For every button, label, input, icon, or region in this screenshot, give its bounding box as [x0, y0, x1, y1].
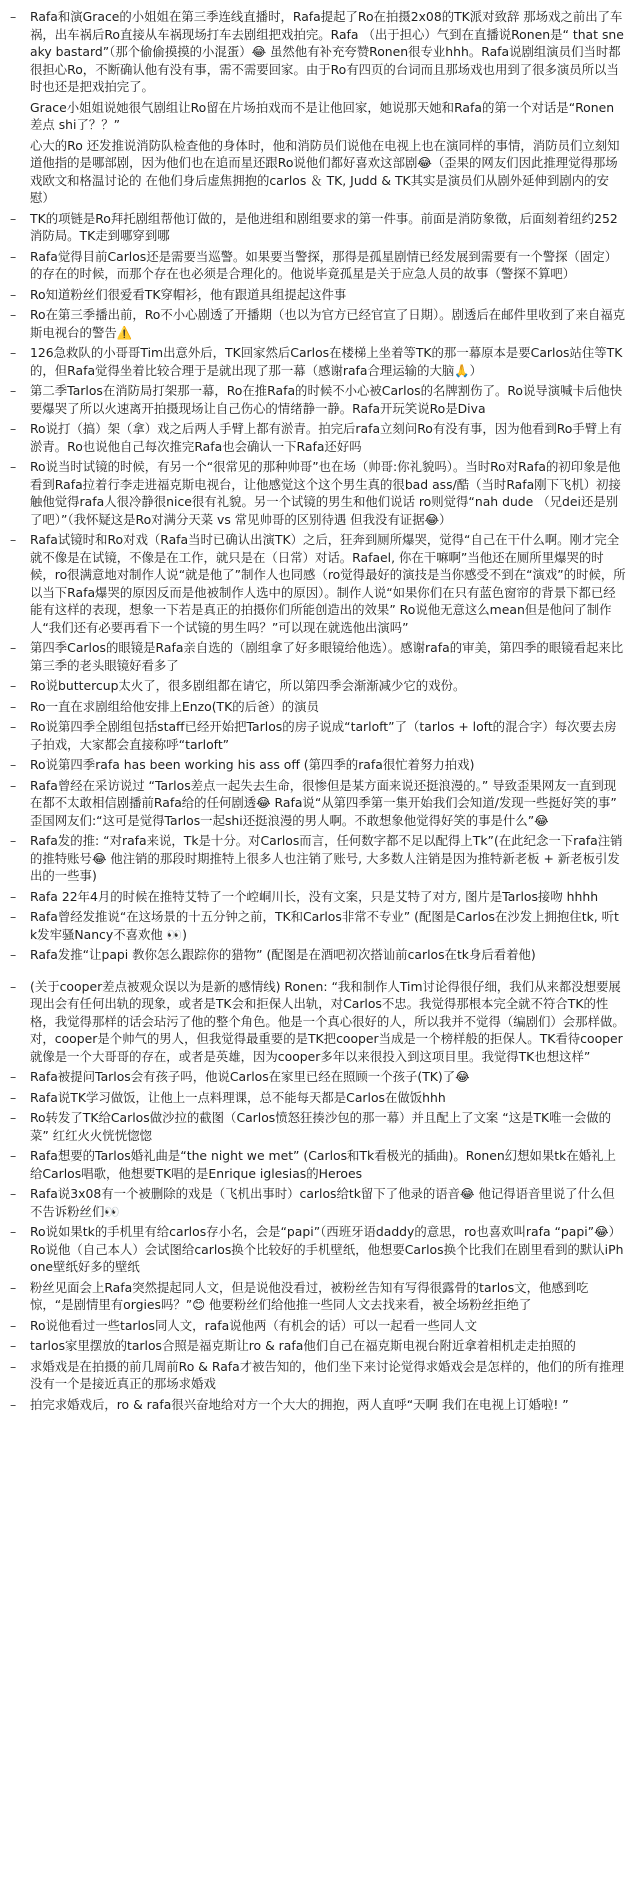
note-item: – Rafa想要的Tarlos婚礼曲是“the night we met” (Carlos和Tk看极光的插曲)。Ronen幻想如果tk在婚礼上给Carlos唱歌，他想要TK唱的是Enrique iglesias的Heroes — [8, 1147, 626, 1182]
note-item: – Ro说打（搞）架（拿）戏之后两人手臂上都有淤青。拍完后rafa立刻问Ro有没有事，因为他看到Ro手臂上有淤青。Ro也说他自己每次推完Rafa也会确认一下Rafa还好吗 — [8, 420, 626, 455]
note-item: – 第二季Tarlos在消防局打架那一幕，Ro在推Rafa的时候不小心被Carlos的名牌割伤了。Ro说导演喊卡后他快要爆哭了所以火速离开拍摄现场让自己伤心的情绪静一静。Rafa开玩笑说Ro是Diva — [8, 382, 626, 417]
note-item: – Ro在第三季播出前，Ro不小心剧透了开播期（也以为官方已经官宣了日期）。剧透后在邮件里收到了来自福克斯电视台的警告⚠️ — [8, 306, 626, 341]
note-item: – Rafa觉得目前Carlos还是需要当巡警。如果要当警探，那得是孤星剧情已经发展到需要有一个警探（固定）的存在的时候，而那个存在也必须是合理化的。他说毕竟孤星是关于应急人员的故事（警探不算吧） — [8, 248, 626, 283]
note-item: – tarlos家里摆放的tarlos合照是福克斯让ro & rafa他们自己在福克斯电视台附近拿着相机走走拍照的 — [8, 1337, 626, 1355]
note-item: – 第四季Carlos的眼镜是Rafa亲自选的（剧组拿了好多眼镜给他选）。感谢rafa的审美，第四季的眼镜看起来比第三季的老头眼镜好看多了 — [8, 639, 626, 674]
note-item: – Rafa被提问Tarlos会有孩子吗，他说Carlos在家里已经在照顾一个孩子(TK)了😂 — [8, 1068, 626, 1086]
notes-list — [8, 8, 626, 1413]
note-item: – Rafa发的推: “对rafa来说，Tk是十分。对Carlos而言，任何数字都不足以配得上Tk”(在此纪念一下rafa注销的推特账号😂 他注销的那段时期推特上很多人也注销了账号, 大多数人注销是因为推特新老板 + 新老板引发出的一些事) — [8, 832, 626, 885]
note-continuation: 心大的Ro 还发推说消防队检查他的身体时，他和消防员们说他在电视上也在演同样的事情，消防员们立刻知道他指的是哪部剧，因为他们也在追而星还跟Ro说他们都好喜欢这部剧😂（歪果的网友们因此推理觉得那场戏欧文和格温讨论的 在他们身后虚焦拥抱的carlos ＆ TK, Judd & TK其实是演员们从剧外延伸到剧内的安慰） — [30, 137, 620, 205]
note-item: – Ro说第四季rafa has been working his ass off (第四季的rafa很忙着努力拍戏) — [8, 756, 626, 774]
note-item: – Rafa试镜时和Ro对戏（Rafa当时已确认出演TK）之后，狂奔到厕所爆哭，觉得“自己在干什么啊。刚才完全就不像是在试镜，不像是在工作，就只是在（日常）对话。Rafael, 你在干嘛啊”当他还在厕所里爆哭的时候，ro很满意地对制作人说“就是他了”制作人也同感（ro觉得最好的演技是当你感受不到在“演戏”的时候，所以当下Rafa爆哭的原因反而是他被制作人选中的原因）。制作人说“如果你们在只有蓝色窗帘的背景下都已经能有这样的表现，想象一下若是真正的拍摄你们所能创造出的效果” Ro说他无意这么mean但是他问了制作人“我们还有必要再看下一个试镜的男生吗？”可以现在就选他出演吗” — [8, 531, 626, 636]
note-item: – Ro转发了TK给Carlos做沙拉的截图（Carlos愤怒狂揍沙包的那一幕）并且配上了文案 “这是TK唯一会做的菜” 红红火火恍恍惚惚 — [8, 1109, 626, 1144]
note-item: – Rafa 22年4月的时候在推特艾特了一个崆峒川长，没有文案，只是艾特了对方, 图片是Tarlos接吻 hhhh — [8, 888, 626, 906]
note-item: – Ro说如果tk的手机里有给carlos存小名，会是“papi”（西班牙语daddy的意思，ro也喜欢叫rafa “papi”😂）Ro说他（自己本人）会试图给carlos换个比较好的手机壁纸，他想要Carlos换个比我们在剧里看到的默认iPhone壁纸好多的壁纸 — [8, 1223, 626, 1276]
note-continuation: Grace小姐姐说她很气剧组让Ro留在片场拍戏而不是让他回家，她说那天她和Rafa的第一个对话是“Ronen差点 shi了？？” — [30, 99, 615, 132]
note-item: – Ro说当时试镜的时候，有另一个“很常见的那种帅哥”也在场（帅哥:你礼貌吗）。当时Ro对Rafa的初印象是他看到Rafa拉着行李走进福克斯电视台，让他感觉这个这个男生真的很bad ass/酷（当时Rafa刚下飞机）初接触他觉得rafa人很冷静很nice很有礼貌。另一个试镜的男生和他们说话 ro则觉得“nah dude （兄dei还是别了吧）”（我怀疑这是Ro对满分天菜 vs 常见帅哥的区别待遇 但我没有证据😂） — [8, 458, 626, 528]
note-item: – Rafa曾经发推说“在这场景的十五分钟之前，TK和Carlos非常不专业” (配图是Carlos在沙发上拥抱住tk, 听tk发牢骚Nancy不喜欢他 👀) — [8, 908, 626, 943]
note-item: – Rafa和演Grace的小姐姐在第三季连线直播时，Rafa提起了Ro在拍摄2x08的TK派对致辞 那场戏之前出了车祸，出车祸后Ro直接从车祸现场打车去剧组把戏拍完。Rafa （出于担心）气到在直播说Ronen是“ that sneaky bastard”（那个偷偷摸摸的小混蛋）😂 虽然他有补充夸赞Ronen很专业hhh。Rafa说剧组演员们当时都很担心Ro，不断确认他有没有事，需不需要回家。由于Ro有四页的台词而且那场戏也用到了很多演员所以当时也还是把戏拍完了。 — [8, 8, 626, 96]
note-item: – Ro说第四季全剧组包括staff已经开始把Tarlos的房子说成“tarloft”了（tarlos + loft的混合字）每次要去房子拍戏，大家都会直接称呼“tarloft” — [8, 718, 626, 753]
note-item: – Ro说他看过一些tarlos同人文，rafa说他两（有机会的话）可以一起看一些同人文 — [8, 1317, 626, 1335]
note-item: – TK的项链是Ro拜托剧组帮他订做的，是他进组和剧组要求的第一件事。前面是消防象徵，后面刻着纽约252消防局。TK走到哪穿到哪 — [8, 210, 626, 245]
note-item: – Ro说buttercup太火了，很多剧组都在请它，所以第四季会渐渐减少它的戏份。 — [8, 677, 626, 695]
note-item: – 拍完求婚戏后，ro & rafa很兴奋地给对方一个大大的拥抱，两人直呼“天啊 我们在电视上订婚啦! ” — [8, 1396, 626, 1414]
note-item: – Rafa说3x08有一个被删除的戏是（飞机出事时）carlos给tk留下了他录的语音😂 他记得语音里说了什么但不告诉粉丝们👀 — [8, 1185, 626, 1220]
note-item: – 126急救队的小哥哥Tim出意外后，TK回家然后Carlos在楼梯上坐着等TK的那一幕原本是要Carlos站住等TK的，但Rafa觉得坐着比较合理于是就出现了那一幕（感谢rafa合理运输的大脑🙏） — [8, 344, 626, 379]
note-item: – Ro一直在求剧组给他安排上Enzo(TK的后爸）的演员 — [8, 698, 626, 716]
note-item: – Rafa发推“让papi 教你怎么跟踪你的猎物” (配图是在酒吧初次搭讪前carlos在tk身后看着他) — [8, 946, 626, 964]
note-item: – Rafa曾经在采访说过 “Tarlos差点一起失去生命，很惨但是某方面来说还挺浪漫的。” 导致歪果网友一直到现在都不太敢相信剧播前Rafa给的任何剧透😂 Rafa说“从第四季第一集开始我们会知道/发现一些挺好笑的事” 歪国网友们:“这可是觉得Tarlos一起shi还挺浪漫的男人啊。不敢想象他觉得好笑的事是什么”😂 — [8, 777, 626, 830]
note-item: – 求婚戏是在拍摄的前几周前Ro & Rafa才被告知的，他们坐下来讨论觉得求婚戏会是怎样的，他们的所有推理没有一个是接近真正的那场求婚戏 — [8, 1358, 626, 1393]
note-item: – Ro知道粉丝们很爱看TK穿帽衫，他有跟道具组提起这件事 — [8, 286, 626, 304]
note-item: – (关于cooper差点被观众误以为是新的感情线) Ronen: “我和制作人Tim讨论得很仔细，我们从来都没想要展现出会有任何出轨的现象，或者是TK会和拒保人出轨，对Carlos不忠。我觉得那根本完全就不符合TK的性格，我觉得那样的话会玷污了他的整个角色。他是一个真心很好的人，所以我并不觉得（编剧们）会那样做。对，cooper是个帅气的男人，但我觉得最重要的是TK把cooper当成是一个榜样般的拒保人。TK看待cooper就像是一个大哥哥的存在，或者是英雄，因为cooper多年以来很投入到这项目里。我觉得TK也想这样” — [8, 978, 626, 1066]
note-item: – 粉丝见面会上Rafa突然提起同人文，但是说他没看过，被粉丝告知有写得很露骨的tarlos文，他感到吃惊，“是剧情里有orgies吗？”😊 他要粉丝们给他推一些同人文去找来看，被全场粉丝拒绝了 — [8, 1279, 626, 1314]
note-item: – Rafa说TK学习做饭，让他上一点料理课，总不能每天都是Carlos在做饭hhh — [8, 1089, 626, 1107]
